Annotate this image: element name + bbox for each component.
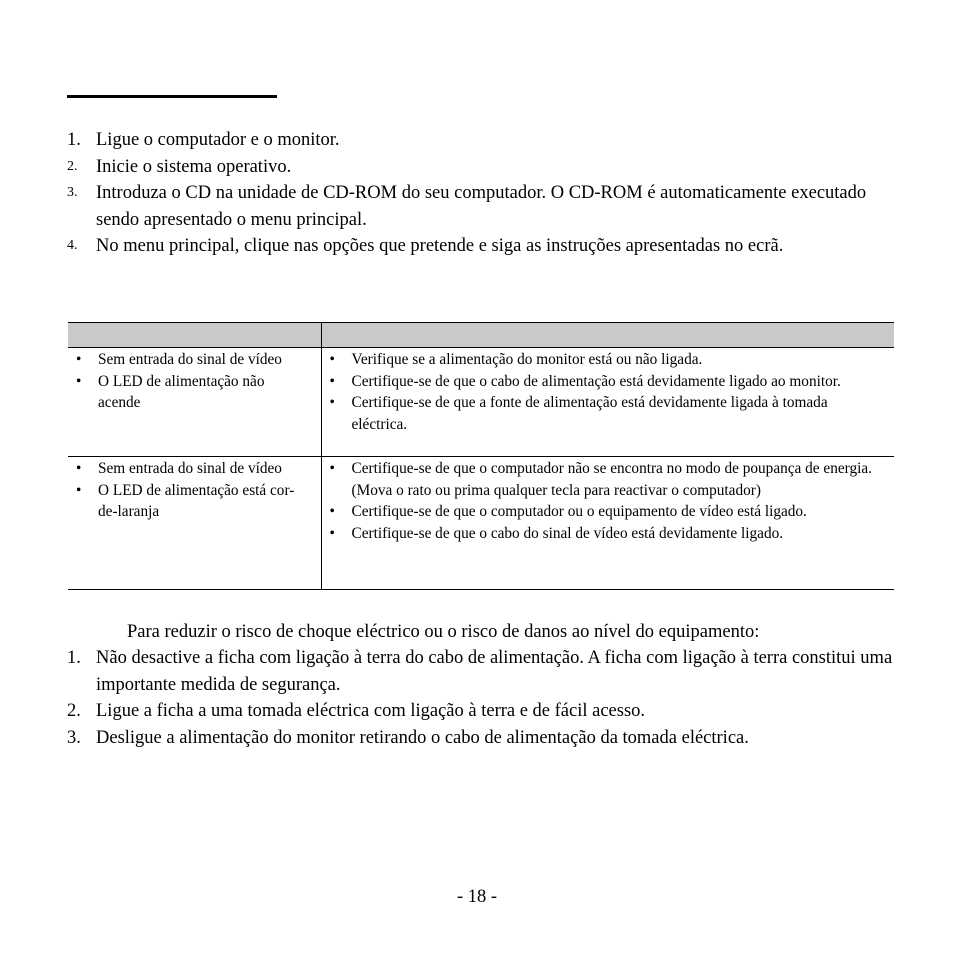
step-text: Ligue o computador e o monitor. xyxy=(96,130,340,150)
installation-step xyxy=(67,180,897,233)
safety-step xyxy=(67,698,897,725)
solution-item: • Certifique-se de que o cabo do sinal de vídeo está devidamente ligado. xyxy=(322,523,885,545)
step-text: Não desactive a ficha com ligação à terra do cabo de alimentação. A ficha com ligação à terra constitui uma importante medida de segurança. xyxy=(96,648,893,695)
solution-item: • Certifique-se de que a fonte de alimentação está devidamente ligada à tomada eléctrica. xyxy=(322,392,885,435)
safety-intro: Para reduzir o risco de choque eléctrico ou o risco de danos ao nível do equipamento: xyxy=(127,622,760,642)
step-number: 2. xyxy=(67,701,81,721)
step-text: No menu principal, clique nas opções que pretende e siga as instruções apresentadas no ecrã. xyxy=(96,236,784,256)
solution-column-header xyxy=(321,323,894,348)
problem-column-header xyxy=(68,323,321,348)
installation-step xyxy=(67,127,897,154)
solution-cell xyxy=(321,457,894,590)
step-number: 3. xyxy=(67,185,78,200)
safety-step xyxy=(67,645,897,698)
step-text: Desligue a alimentação do monitor retirando o cabo de alimentação da tomada eléctrica. xyxy=(96,727,749,748)
step-number: 1. xyxy=(67,648,81,668)
problem-item: • Sem entrada do sinal de vídeo xyxy=(68,349,307,371)
safety-steps-list xyxy=(67,645,897,751)
step-number: 4. xyxy=(67,238,78,253)
step-number: 1. xyxy=(67,130,81,150)
installation-steps-list xyxy=(67,127,897,260)
installation-step xyxy=(67,154,897,181)
problem-item: • Sem entrada do sinal de vídeo xyxy=(68,458,307,480)
solution-item: • Certifique-se de que o computador ou o equipamento de vídeo está ligado. xyxy=(322,501,885,523)
troubleshooting-table xyxy=(68,322,894,590)
solution-item: • Certifique-se de que o computador não se encontra no modo de poupança de energia. (Mova o rato ou prima qualquer tecla para reactivar o computador) xyxy=(322,458,885,501)
problem-cell xyxy=(68,457,321,590)
solution-cell xyxy=(321,348,894,457)
table-header-row xyxy=(68,323,894,348)
installation-step xyxy=(67,233,897,260)
solution-item: • Verifique se a alimentação do monitor está ou não ligada. xyxy=(322,349,885,371)
step-number: 2. xyxy=(67,158,78,174)
table-row xyxy=(68,457,894,590)
problem-item: • O LED de alimentação está cor-de-laranja xyxy=(68,480,307,523)
solution-item: • Certifique-se de que o cabo de alimentação está devidamente ligado ao monitor. xyxy=(322,371,885,393)
step-text: Ligue a ficha a uma tomada eléctrica com ligação à terra e de fácil acesso. xyxy=(96,701,646,721)
problem-item: • O LED de alimentação não acende xyxy=(68,371,307,414)
section-heading-rule xyxy=(67,95,277,98)
step-number: 3. xyxy=(67,727,81,748)
table-row xyxy=(68,348,894,457)
step-text: Inicie o sistema operativo. xyxy=(96,156,292,177)
page-number: - 18 - xyxy=(456,887,498,907)
step-text: Introduza o CD na unidade de CD-ROM do seu computador. O CD-ROM é automaticamente executado sendo apresentado o menu principal. xyxy=(96,183,867,230)
safety-step xyxy=(67,725,897,752)
problem-cell xyxy=(68,348,321,457)
